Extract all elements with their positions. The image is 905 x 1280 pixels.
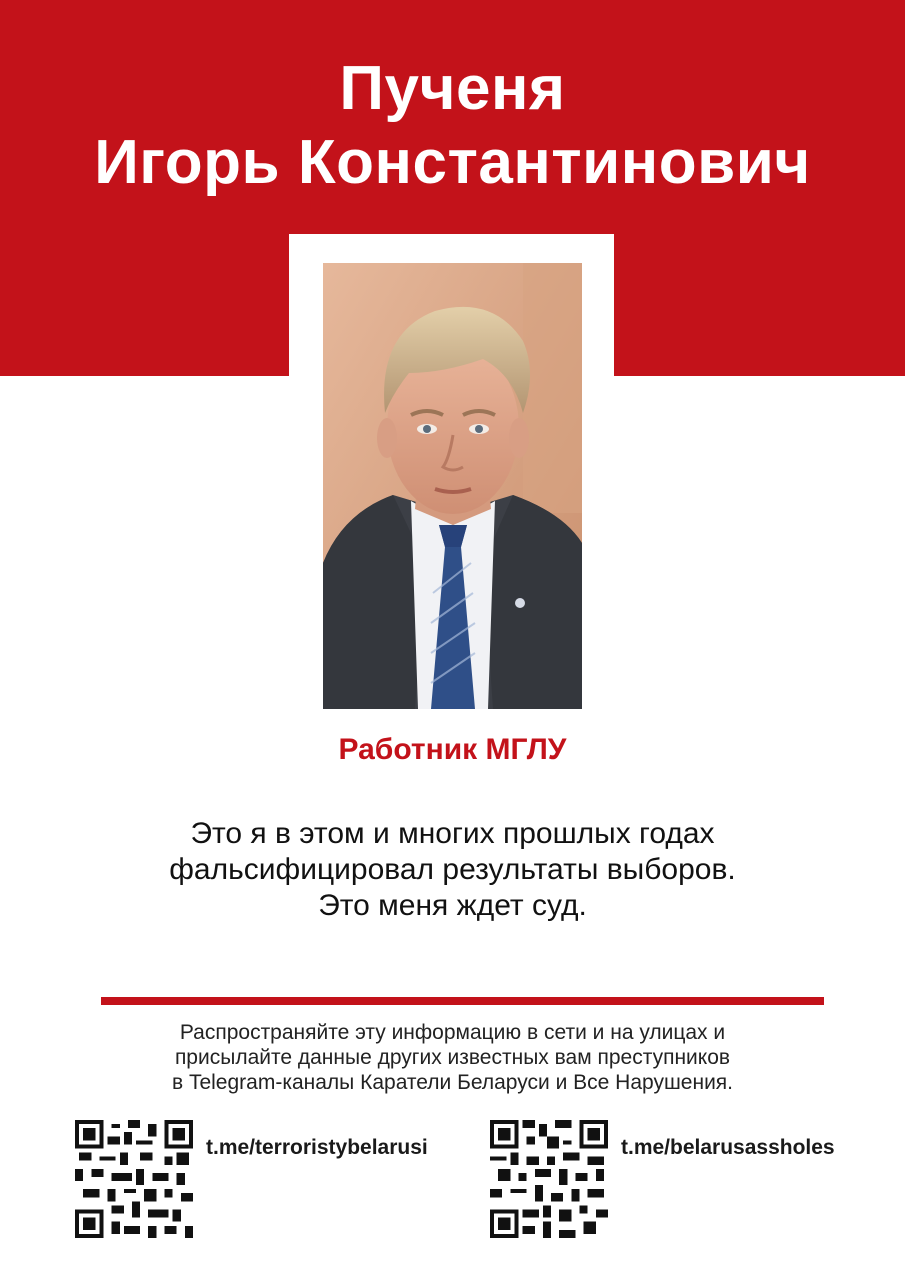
statement xyxy=(0,816,905,924)
footer-notice xyxy=(0,1020,905,1095)
portrait-photo xyxy=(323,263,582,709)
divider xyxy=(101,997,824,1005)
footer-line: в Telegram-каналы Каратели Беларуси и Все Нарушения. xyxy=(171,1071,734,1094)
statement-line: Это меня ждет суд. xyxy=(318,889,587,922)
telegram-link-karateli[interactable]: t.me/terroristybelarusi xyxy=(206,1136,428,1159)
role-label: Работник МГЛУ xyxy=(338,733,567,766)
footer-line: Распространяйте эту информацию в сети и на улицах и xyxy=(179,1021,726,1044)
statement-line: фальсифицировал результаты выборов. xyxy=(169,853,736,886)
surname: Пученя xyxy=(339,54,566,123)
footer-line: присылайте данные других известных вам преступников xyxy=(174,1046,731,1069)
qr-code-icon xyxy=(75,1120,193,1238)
full-name: Игорь Константинович xyxy=(94,128,811,197)
statement-line: Это я в этом и многих прошлых годах xyxy=(190,817,715,850)
page-title xyxy=(0,52,905,200)
qr-code-icon xyxy=(490,1120,608,1238)
telegram-link-narusheniya[interactable]: t.me/belarusassholes xyxy=(621,1136,835,1159)
